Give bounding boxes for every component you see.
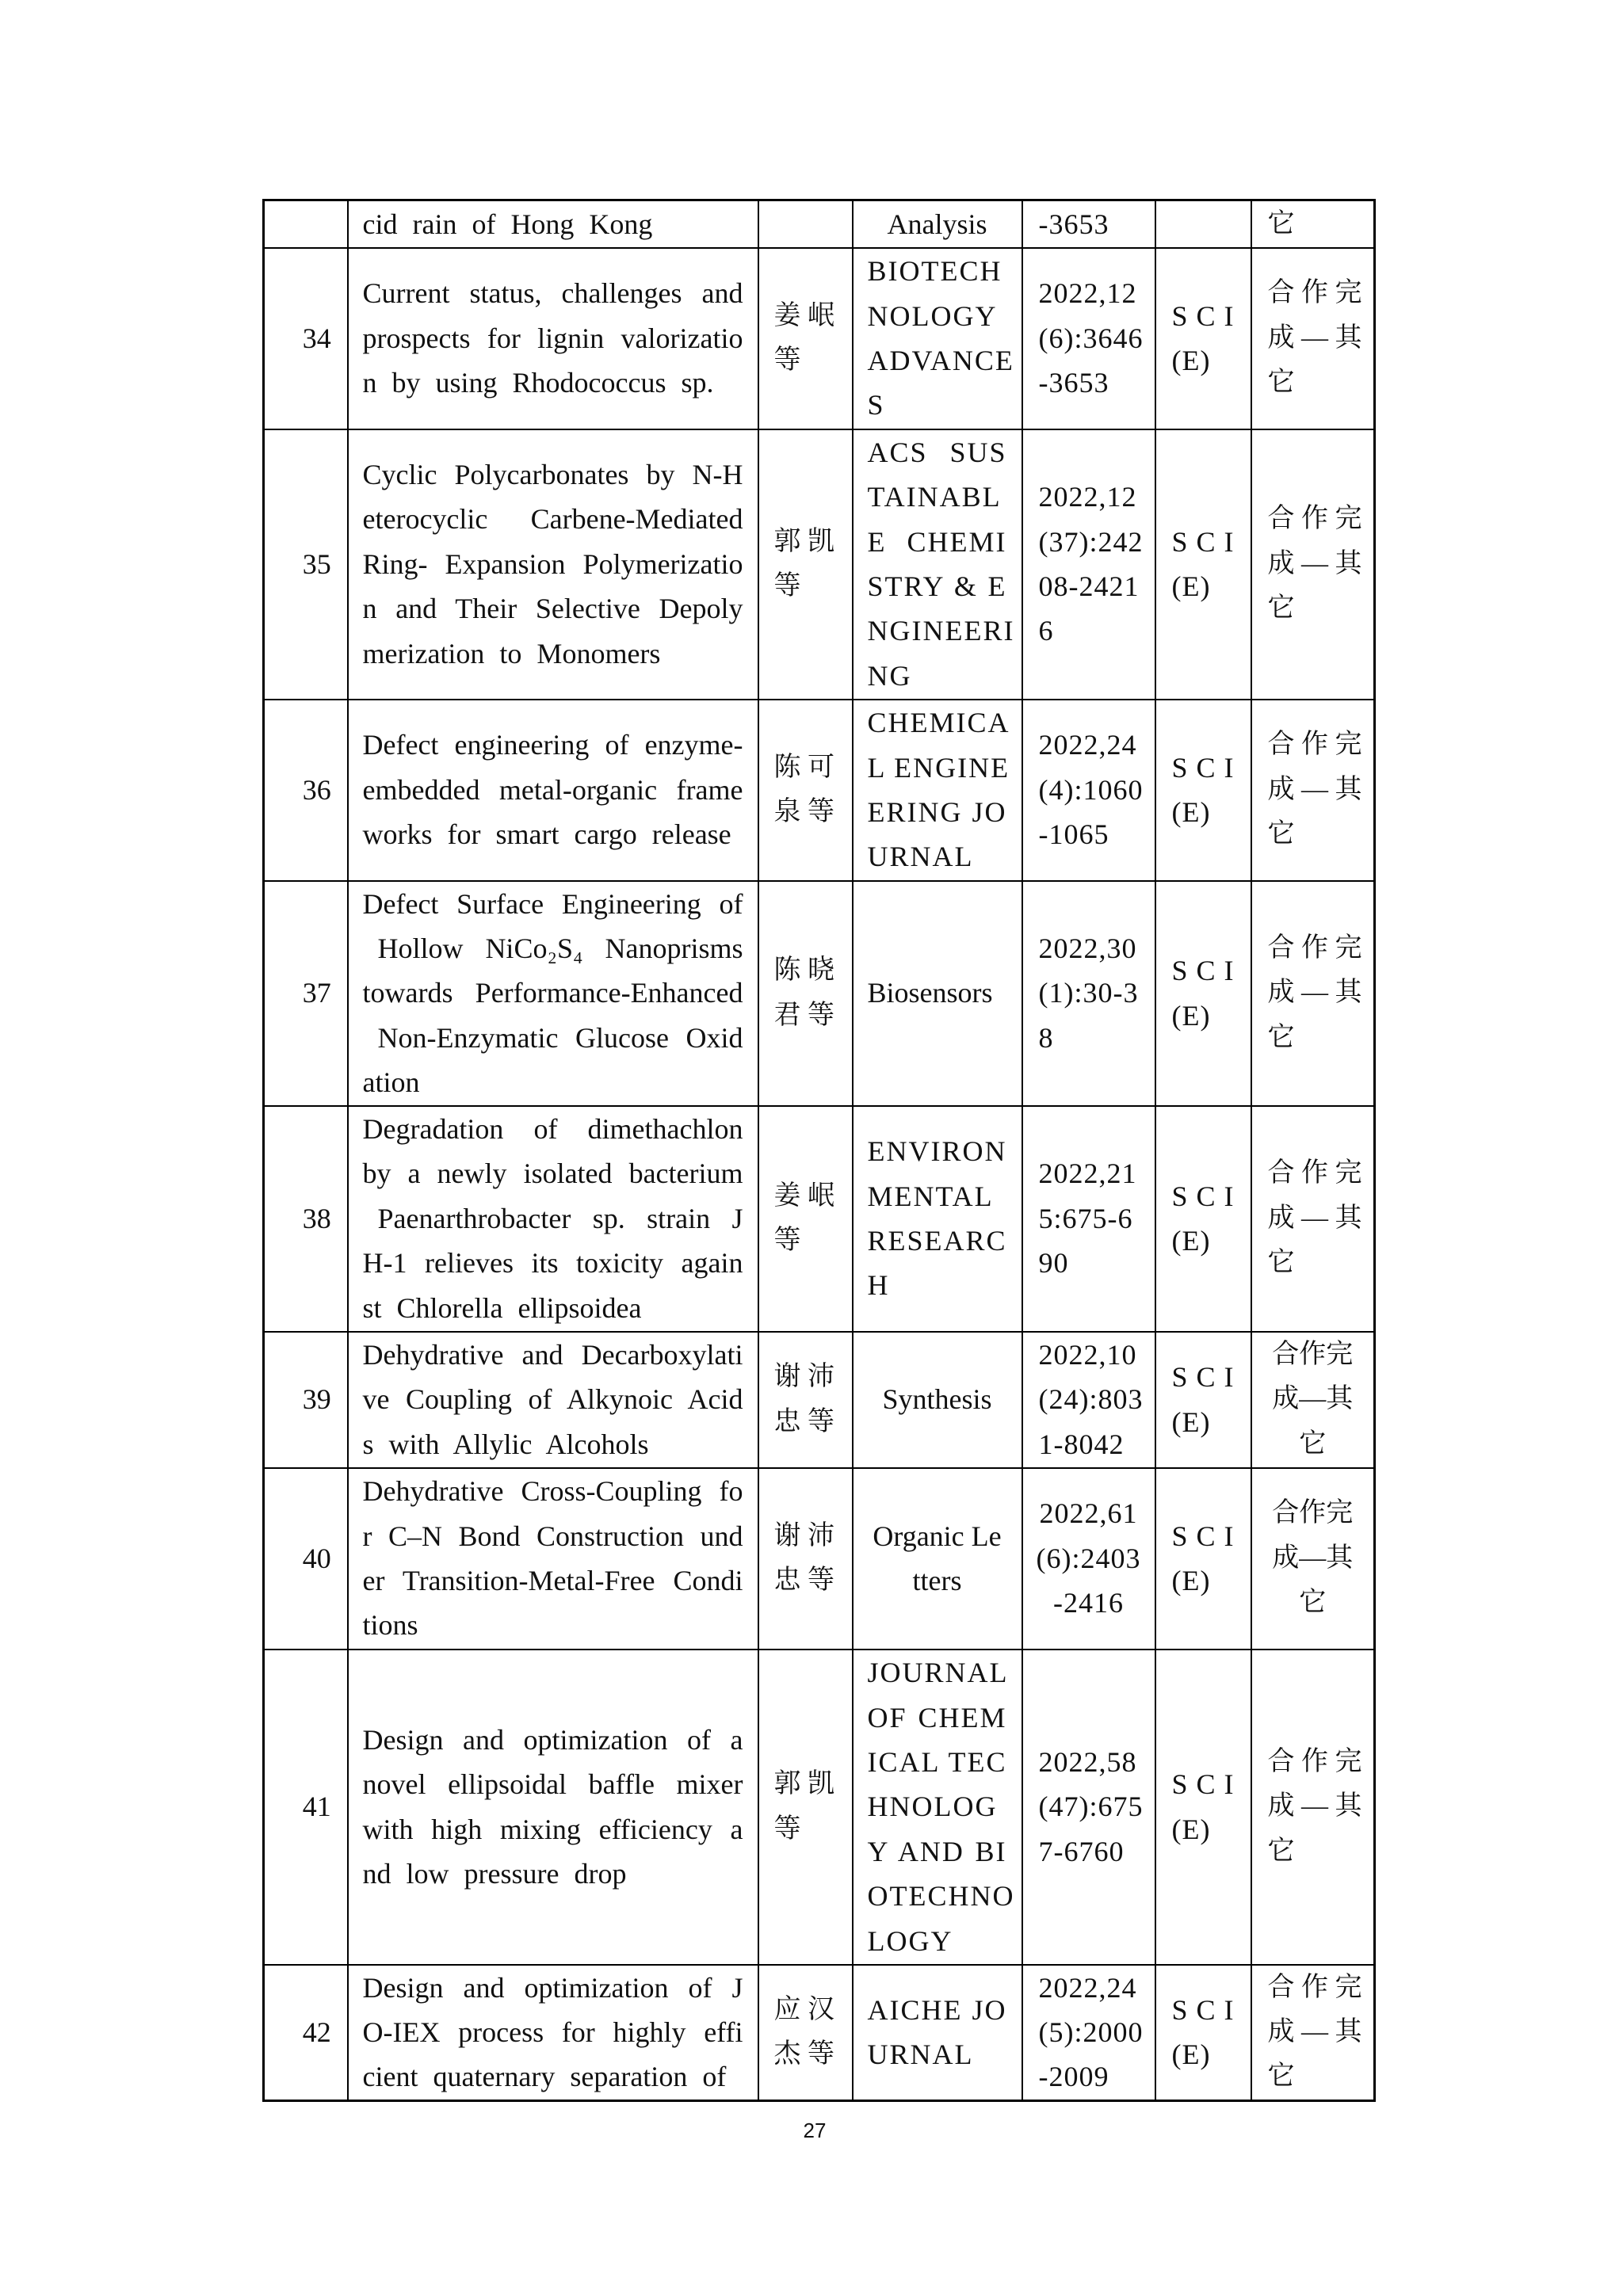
journal-cell [853, 700, 1022, 881]
paper-title-line: towards Performance-Enhanced [362, 977, 743, 1009]
publication-info-cell [1022, 248, 1155, 429]
paper-title-line: n and Their Selective Depoly [362, 593, 743, 625]
publication-info-line: -3653 [1038, 367, 1109, 399]
index-type-line: S C I [1171, 751, 1235, 784]
publication-table [262, 199, 1376, 2102]
index-type-cell [1155, 1468, 1251, 1650]
publication-info-line: 2022,24 [1038, 729, 1137, 761]
paper-title-line: cid rain of Hong Kong [362, 208, 653, 240]
journal-line: Biosensors [867, 977, 993, 1009]
publication-info-line: -1065 [1038, 818, 1109, 851]
journal-line: LOGY [867, 1924, 953, 1957]
table-row [264, 248, 1375, 429]
journal-line: URNAL [867, 841, 974, 873]
index-type-cell [1155, 1332, 1251, 1468]
authors-line: 等 [773, 1814, 801, 1844]
paper-title-line: r C–N Bond Construction und [362, 1520, 743, 1552]
paper-title-line: st Chlorella ellipsoidea [362, 1291, 642, 1324]
paper-title-cell [348, 1965, 758, 2101]
completion-type-line: 合 作 完 [1267, 504, 1362, 534]
completion-type-line: 合 作 完 [1267, 1158, 1362, 1188]
publication-info-line: 2022,12 [1038, 481, 1137, 513]
index-type-line: (E) [1171, 570, 1211, 602]
authors-cell [758, 1650, 853, 1965]
paper-title-line: O-IEX process for highly effi [362, 2016, 743, 2048]
journal-line: ERING JO [867, 796, 1007, 828]
completion-type-line: 它 [1299, 1428, 1327, 1459]
index-type-cell [1155, 700, 1251, 881]
paper-title-line: Dehydrative and Decarboxylati [362, 1338, 743, 1371]
completion-type-cell [1251, 700, 1375, 881]
authors-cell [758, 429, 853, 700]
paper-title-line: prospects for lignin valorizatio [362, 322, 743, 354]
paper-title-cell [348, 200, 758, 248]
journal-line: BIOTECH [867, 255, 1002, 288]
publication-info-line: (4):1060 [1038, 773, 1144, 806]
journal-line: OF CHEM [867, 1701, 1007, 1733]
authors-line: 泉 等 [773, 797, 834, 826]
index-type-line: (E) [1171, 1405, 1211, 1438]
paper-title-cell [348, 1106, 758, 1332]
paper-title-line: by a newly isolated bacterium [362, 1158, 743, 1190]
paper-title-line: Non-Enzymatic Glucose Oxid [377, 1021, 743, 1054]
completion-type-line: 成 — 其 [1267, 978, 1362, 1008]
completion-type-line: 成 — 其 [1267, 548, 1362, 578]
index-type-line: (E) [1171, 2039, 1211, 2071]
completion-type-cell [1251, 429, 1375, 700]
publication-info-cell [1022, 1650, 1155, 1965]
publication-info-line: (6):3646 [1038, 322, 1144, 354]
index-type-line: S C I [1171, 955, 1235, 987]
completion-type-cell [1251, 1650, 1375, 1965]
authors-line: 陈 晓 [773, 955, 834, 986]
publication-info-line: (37):242 [1038, 525, 1144, 558]
paper-title-line: merization to Monomers [362, 637, 661, 669]
journal-cell [853, 429, 1022, 700]
row-number: 38 [302, 1202, 331, 1234]
authors-line: 等 [773, 345, 801, 375]
publication-info-cell [1022, 1468, 1155, 1650]
publication-info-line: (24):803 [1038, 1383, 1144, 1416]
row-number-cell [264, 1965, 348, 2101]
publication-info-line: (6):2403 [1036, 1542, 1141, 1574]
publication-info-line: -2009 [1038, 2061, 1109, 2093]
row-number: 39 [302, 1383, 331, 1416]
publication-info-cell [1022, 1965, 1155, 2101]
index-type-cell [1155, 200, 1251, 248]
publication-info-line: -3653 [1038, 208, 1109, 240]
journal-line: CHEMICA [867, 707, 1010, 739]
journal-cell [853, 1106, 1022, 1332]
journal-line: URNAL [867, 2039, 974, 2071]
paper-title-line: Paenarthrobacter sp. strain J [377, 1202, 743, 1234]
row-number: 37 [302, 977, 331, 1009]
row-number-cell [264, 1468, 348, 1650]
row-number-cell [264, 1650, 348, 1965]
journal-line: AICHE JO [867, 1993, 1007, 2026]
paper-title-line: Cyclic Polycarbonates by N-H [362, 458, 743, 490]
row-number-cell [264, 1332, 348, 1468]
authors-line: 等 [773, 1226, 801, 1256]
row-number-cell [264, 700, 348, 881]
row-number: 34 [302, 322, 331, 354]
journal-line: H [867, 1269, 890, 1302]
index-type-line: (E) [1171, 1565, 1211, 1597]
publication-info-line: 6 [1038, 615, 1054, 647]
row-number: 36 [302, 773, 331, 806]
journal-line: S [867, 389, 885, 421]
index-type-cell [1155, 429, 1251, 700]
publication-info-line: 2022,12 [1038, 277, 1137, 310]
table-row [264, 1106, 1375, 1332]
authors-cell [758, 1965, 853, 2101]
journal-line: HNOLOG [867, 1791, 998, 1823]
journal-line: JOURNAL [867, 1657, 1009, 1689]
paper-title-cell [348, 429, 758, 700]
index-type-line: S C I [1171, 1180, 1235, 1212]
table-row [264, 429, 1375, 700]
index-type-cell [1155, 881, 1251, 1106]
paper-title-line: Defect engineering of enzyme- [362, 729, 743, 761]
paper-title-line: s with Allylic Alcohols [362, 1428, 649, 1460]
publication-info-line: 1-8042 [1038, 1428, 1125, 1460]
paper-title-line: H-1 relieves its toxicity again [362, 1247, 743, 1280]
journal-line: MENTAL [867, 1180, 994, 1212]
completion-type-line: 成 — 其 [1267, 1791, 1362, 1821]
completion-type-line: 合作完 [1272, 1498, 1354, 1528]
index-type-line: S C I [1171, 1768, 1235, 1801]
paper-title-cell [348, 1650, 758, 1965]
publication-info-line: 2022,21 [1038, 1158, 1137, 1190]
publication-info-cell [1022, 700, 1155, 881]
paper-title-line: ve Coupling of Alkynoic Acid [362, 1383, 743, 1416]
paper-title-line: n by using Rhodococcus sp. [362, 367, 714, 399]
completion-type-cell [1251, 1468, 1375, 1650]
completion-type-cell [1251, 1332, 1375, 1468]
publication-info-cell [1022, 1332, 1155, 1468]
journal-line: NOLOGY [867, 299, 998, 332]
publication-info-line: 2022,10 [1038, 1338, 1137, 1371]
index-type-line: S C I [1171, 1520, 1235, 1552]
paper-title-cell [348, 700, 758, 881]
journal-line: STRY & E [867, 570, 1007, 602]
authors-line: 应 汉 [773, 1994, 834, 2024]
table-row [264, 881, 1375, 1106]
paper-title-line: novel ellipsoidal baffle mixer [362, 1768, 743, 1801]
row-number-cell [264, 248, 348, 429]
publication-table-body [264, 200, 1375, 2101]
journal-line: TAINABL [867, 481, 1002, 513]
index-type-line: S C I [1171, 1361, 1235, 1394]
paper-title-line: ation [362, 1066, 420, 1099]
journal-cell [853, 200, 1022, 248]
paper-title-line: with high mixing efficiency a [362, 1813, 743, 1845]
completion-type-cell [1251, 881, 1375, 1106]
index-type-line: (E) [1171, 1225, 1211, 1257]
paper-title-line: cient quaternary separation of [362, 2061, 727, 2093]
index-type-line: S C I [1171, 525, 1235, 558]
authors-line: 君 等 [773, 1000, 834, 1030]
index-type-cell [1155, 1106, 1251, 1332]
publication-info-line: (5):2000 [1038, 2016, 1144, 2048]
paper-title-line: Hollow NiCo₂S₄ Nanoprisms [377, 932, 743, 964]
completion-type-line: 成 — 其 [1267, 1203, 1362, 1233]
authors-line: 谢 沛 [773, 1520, 834, 1550]
authors-cell [758, 200, 853, 248]
journal-line: OTECHNO [867, 1880, 1015, 1913]
journal-line: ADVANCE [867, 345, 1014, 376]
authors-line: 忠 等 [773, 1566, 834, 1596]
publication-info-line: -2416 [1053, 1587, 1124, 1619]
authors-line: 等 [773, 571, 801, 601]
completion-type-line: 它 [1267, 208, 1295, 238]
completion-type-line: 合 作 完 [1267, 933, 1362, 963]
journal-line: ICAL TEC [867, 1745, 1007, 1778]
table-row [264, 1468, 1375, 1650]
completion-type-cell [1251, 248, 1375, 429]
publication-info-line: 08-2421 [1038, 570, 1140, 602]
journal-line: L ENGINE [867, 751, 1010, 784]
paper-title-line: works for smart cargo release [362, 818, 731, 851]
completion-type-line: 它 [1267, 1836, 1295, 1866]
index-type-line: (E) [1171, 345, 1211, 376]
index-type-line: (E) [1171, 796, 1211, 828]
authors-line: 忠 等 [773, 1406, 834, 1436]
index-type-line: (E) [1171, 1813, 1211, 1845]
publication-info-line: 7-6760 [1038, 1835, 1125, 1867]
authors-cell [758, 1106, 853, 1332]
publication-info-line: (47):675 [1038, 1791, 1144, 1823]
row-number-cell [264, 429, 348, 700]
journal-line: ENVIRON [867, 1135, 1007, 1168]
completion-type-line: 成—其 [1272, 1384, 1354, 1414]
table-row [264, 1332, 1375, 1468]
authors-cell [758, 1468, 853, 1650]
authors-cell [758, 881, 853, 1106]
index-type-cell [1155, 1965, 1251, 2101]
completion-type-line: 合 作 完 [1267, 1746, 1362, 1776]
table-row [264, 1965, 1375, 2101]
row-number-cell [264, 881, 348, 1106]
index-type-line: S C I [1171, 1993, 1235, 2026]
completion-type-line: 合 作 完 [1267, 730, 1362, 760]
paper-title-cell [348, 1332, 758, 1468]
authors-cell [758, 1332, 853, 1468]
authors-cell [758, 700, 853, 881]
journal-cell [853, 248, 1022, 429]
table-row [264, 200, 1375, 248]
paper-title-cell [348, 881, 758, 1106]
table-row [264, 700, 1375, 881]
completion-type-line: 它 [1267, 593, 1295, 624]
journal-line: Organic Le [873, 1520, 1002, 1552]
completion-type-cell [1251, 200, 1375, 248]
paper-title-line: Current status, challenges and [362, 277, 743, 310]
completion-type-line: 它 [1267, 819, 1295, 849]
journal-line: tters [912, 1565, 962, 1597]
authors-cell [758, 248, 853, 429]
row-number-cell [264, 200, 348, 248]
completion-type-line: 成 — 其 [1267, 774, 1362, 804]
index-type-line: S C I [1171, 299, 1235, 332]
paper-title-cell [348, 1468, 758, 1650]
paper-title-line: nd low pressure drop [362, 1857, 627, 1890]
paper-title-line: eterocyclic Carbene-Mediated [362, 503, 743, 536]
completion-type-line: 它 [1267, 1022, 1295, 1052]
publication-info-line: 2022,30 [1038, 932, 1137, 964]
publication-info-line: 5:675-6 [1038, 1202, 1133, 1234]
publication-info-line: 2022,61 [1039, 1497, 1138, 1530]
completion-type-line: 它 [1299, 1588, 1327, 1618]
paper-title-line: Ring- Expansion Polymerizatio [362, 547, 743, 580]
publication-info-cell [1022, 200, 1155, 248]
journal-cell [853, 881, 1022, 1106]
authors-line: 郭 凯 [773, 1769, 834, 1799]
journal-line: ACS SUS [867, 436, 1007, 468]
index-type-cell [1155, 248, 1251, 429]
journal-cell [853, 1468, 1022, 1650]
publication-info-cell [1022, 429, 1155, 700]
authors-line: 郭 凯 [773, 526, 834, 556]
completion-type-cell [1251, 1106, 1375, 1332]
journal-line: E CHEMI [867, 525, 1007, 558]
journal-line: Synthesis [882, 1383, 992, 1416]
completion-type-line: 合 作 完 [1267, 278, 1362, 308]
index-type-cell [1155, 1650, 1251, 1965]
paper-title-line: embedded metal-organic frame [362, 773, 743, 806]
completion-type-line: 成—其 [1272, 1543, 1354, 1573]
row-number: 42 [302, 2016, 331, 2048]
authors-line: 姜 岷 [773, 1180, 834, 1211]
completion-type-line: 它 [1267, 1248, 1295, 1278]
table-row [264, 1650, 1375, 1965]
completion-type-line: 成 — 其 [1267, 322, 1362, 353]
journal-line: RESEARC [867, 1225, 1007, 1257]
completion-type-line: 成 — 其 [1267, 2016, 1362, 2046]
row-number: 40 [302, 1542, 331, 1574]
journal-cell [853, 1332, 1022, 1468]
publication-info-cell [1022, 881, 1155, 1106]
row-number-cell [264, 1106, 348, 1332]
row-number: 41 [302, 1791, 331, 1823]
authors-line: 陈 可 [773, 752, 834, 782]
journal-line: NGINEERI [867, 615, 1015, 647]
journal-line: NG [867, 659, 912, 692]
publication-info-line: 2022,58 [1038, 1745, 1137, 1778]
paper-title-cell [348, 248, 758, 429]
publication-info-line: 8 [1038, 1021, 1054, 1054]
completion-type-line: 它 [1267, 368, 1295, 398]
paper-title-line: tions [362, 1609, 418, 1642]
publication-info-line: (1):30-3 [1038, 977, 1139, 1009]
publication-info-line: 2022,24 [1038, 1971, 1137, 2004]
paper-title-line: Defect Surface Engineering of [362, 887, 743, 920]
paper-title-line: Design and optimization of J [362, 1971, 743, 2004]
authors-line: 谢 沛 [773, 1362, 834, 1392]
publication-info-line: 90 [1038, 1247, 1069, 1280]
publication-info-cell [1022, 1106, 1155, 1332]
page-number: 27 [803, 2119, 827, 2142]
journal-cell [853, 1650, 1022, 1965]
completion-type-cell [1251, 1965, 1375, 2101]
completion-type-line: 合 作 完 [1267, 1972, 1362, 2002]
row-number: 35 [302, 547, 331, 580]
paper-title-line: Dehydrative Cross-Coupling fo [362, 1475, 743, 1508]
journal-line: Y AND BI [867, 1835, 1007, 1867]
journal-cell [853, 1965, 1022, 2101]
authors-line: 杰 等 [773, 2039, 834, 2069]
completion-type-line: 合作完 [1272, 1339, 1354, 1369]
paper-title-line: Degradation of dimethachlon [362, 1113, 743, 1146]
authors-line: 姜 岷 [773, 300, 834, 330]
paper-title-line: er Transition-Metal-Free Condi [362, 1565, 743, 1597]
paper-title-line: Design and optimization of a [362, 1723, 743, 1756]
completion-type-line: 它 [1267, 2061, 1295, 2092]
index-type-line: (E) [1171, 999, 1211, 1032]
journal-line: Analysis [887, 208, 987, 240]
